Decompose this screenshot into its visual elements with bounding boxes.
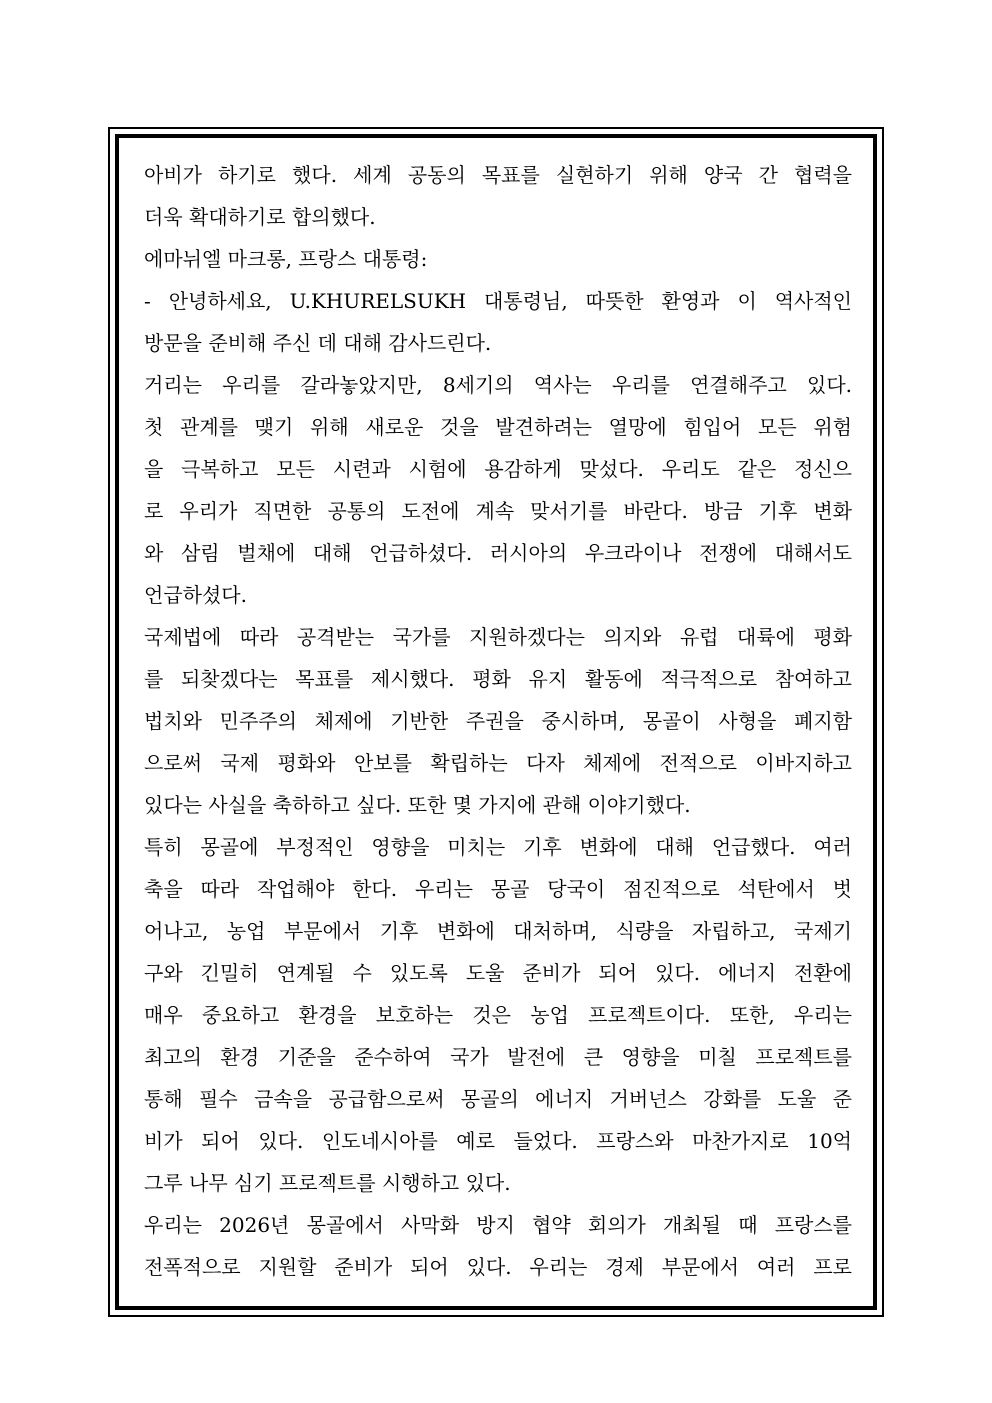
text-line: 특히 몽골에 부정적인 영향을 미치는 기후 변화에 대해 언급했다. 여러 bbox=[144, 835, 852, 859]
text-line: 언급하셨다. bbox=[144, 583, 247, 607]
text-line: 를 되찾겠다는 목표를 제시했다. 평화 유지 활동에 적극적으로 참여하고 bbox=[144, 667, 852, 691]
text-line: 와 삼림 벌채에 대해 언급하셨다. 러시아의 우크라이나 전쟁에 대해서도 bbox=[144, 541, 852, 565]
text-line: 그루 나무 심기 프로젝트를 시행하고 있다. bbox=[144, 1171, 511, 1195]
text-line: 전폭적으로 지원할 준비가 되어 있다. 우리는 경제 부문에서 여러 프로 bbox=[144, 1255, 852, 1279]
text-line: 어나고, 농업 부문에서 기후 변화에 대처하며, 식량을 자립하고, 국제기 bbox=[144, 919, 852, 943]
text-line: 거리는 우리를 갈라놓았지만, 8세기의 역사는 우리를 연결해주고 있다. bbox=[144, 373, 852, 397]
text-line: 비가 되어 있다. 인도네시아를 예로 들었다. 프랑스와 마찬가지로 10억 bbox=[144, 1129, 852, 1153]
text-line: 있다는 사실을 축하하고 싶다. 또한 몇 가지에 관해 이야기했다. bbox=[144, 793, 691, 817]
text-line: 방문을 준비해 주신 데 대해 감사드린다. bbox=[144, 331, 492, 355]
text-line: 우리는 2026년 몽골에서 사막화 방지 협약 회의가 개최될 때 프랑스를 bbox=[144, 1213, 852, 1237]
text-line: 국제법에 따라 공격받는 국가를 지원하겠다는 의지와 유럽 대륙에 평화 bbox=[144, 625, 852, 649]
text-line: 에마뉘엘 마크롱, 프랑스 대통령: bbox=[144, 247, 428, 271]
text-line: 아비가 하기로 했다. 세계 공동의 목표를 실현하기 위해 양국 간 협력을 bbox=[144, 163, 852, 187]
text-line: 축을 따라 작업해야 한다. 우리는 몽골 당국이 점진적으로 석탄에서 벗 bbox=[144, 877, 852, 901]
text-line: 로 우리가 직면한 공통의 도전에 계속 맞서기를 바란다. 방금 기후 변화 bbox=[144, 499, 852, 523]
text-line: 으로써 국제 평화와 안보를 확립하는 다자 체제에 전적으로 이바지하고 bbox=[144, 751, 852, 775]
text-line: 을 극복하고 모든 시련과 시험에 용감하게 맞섰다. 우리도 같은 정신으 bbox=[144, 457, 852, 481]
text-line: 첫 관계를 맺기 위해 새로운 것을 발견하려는 열망에 힘입어 모든 위험 bbox=[144, 415, 852, 439]
text-line: 법치와 민주주의 체제에 기반한 주권을 중시하며, 몽골이 사형을 폐지함 bbox=[144, 709, 852, 733]
text-line: 통해 필수 금속을 공급함으로써 몽골의 에너지 거버넌스 강화를 도울 준 bbox=[144, 1087, 852, 1111]
text-line: 최고의 환경 기준을 준수하여 국가 발전에 큰 영향을 미칠 프로젝트를 bbox=[144, 1045, 852, 1069]
text-line: 매우 중요하고 환경을 보호하는 것은 농업 프로젝트이다. 또한, 우리는 bbox=[144, 1003, 852, 1027]
document-body bbox=[144, 154, 852, 1288]
text-line: 구와 긴밀히 연계될 수 있도록 도울 준비가 되어 있다. 에너지 전환에 bbox=[144, 961, 852, 985]
text-line: 더욱 확대하기로 합의했다. bbox=[144, 205, 376, 229]
text-line: - 안녕하세요, U.KHURELSUKH 대통령님, 따뜻한 환영과 이 역사적인 bbox=[144, 289, 852, 313]
